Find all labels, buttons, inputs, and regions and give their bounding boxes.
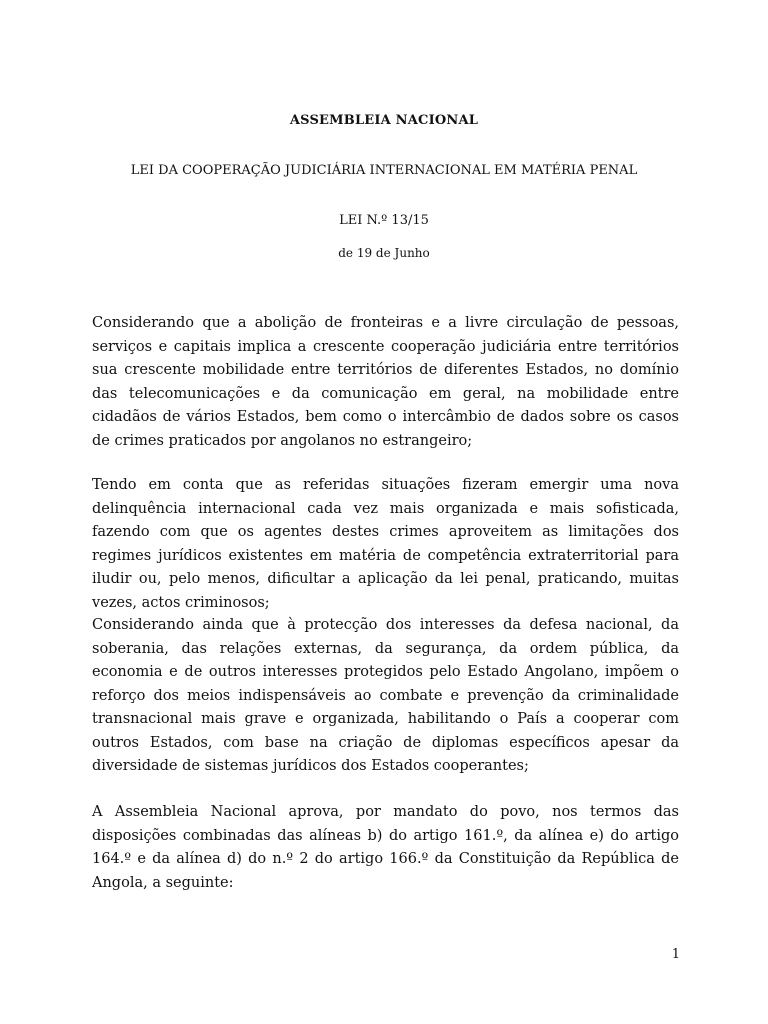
law-title: LEI DA COOPERAÇÃO JUDICIÁRIA INTERNACIONAL EM MATÉRIA PENAL: [130, 163, 638, 178]
page-number: 1: [671, 947, 680, 962]
law-number: LEI N.º 13/15: [339, 213, 429, 228]
preamble-paragraph-1: Considerando que a abolição de fronteiras e a livre circulação de pessoas, serviços e capitais implica a crescente cooperação judiciária entre territórios sua crescente mobilidade entre territórios de diferentes Estados, no domínio das telecomunicações e da comunicação em geral, na mobilidade entre cidadãos de vários Estados, bem como o intercâmbio de dados sobre os casos de crimes praticados por angolanos no estrangeiro;: [92, 315, 679, 449]
preamble-paragraph-2: Tendo em conta que as referidas situações fizeram emergir uma nova delinquência internacional cada vez mais organizada e mais sofisticada, fazendo com que os agentes destes crimes aproveitem as limitações dos regimes jurídicos existentes em matéria de competência extraterritorial para iludir ou, pelo menos, dificultar a aplicação da lei penal, praticando, muitas vezes, actos criminosos;: [92, 477, 679, 611]
law-date: de 19 de Junho: [338, 246, 430, 260]
org-title: ASSEMBLEIA NACIONAL: [289, 113, 479, 128]
enactment-paragraph: A Assembleia Nacional aprova, por mandato do povo, nos termos das disposições combinadas das alíneas b) do artigo 161.º, da alínea e) do artigo 164.º e da alínea d) do n.º 2 do artigo 166.º da Constituição da República de Angola, a seguinte:: [92, 804, 679, 891]
preamble-paragraph-3: Considerando ainda que à protecção dos interesses da defesa nacional, da soberania, das relações externas, da segurança, da ordem pública, da economia e de outros interesses protegidos pelo Estado Angolano, impõem o reforço dos meios indispensáveis ao combate e prevenção da criminalidade transnacional mais grave e organizada, habilitando o País a cooperar com outros Estados, com base na criação de diplomas específicos apesar da diversidade de sistemas jurídicos dos Estados cooperantes;: [92, 617, 679, 774]
